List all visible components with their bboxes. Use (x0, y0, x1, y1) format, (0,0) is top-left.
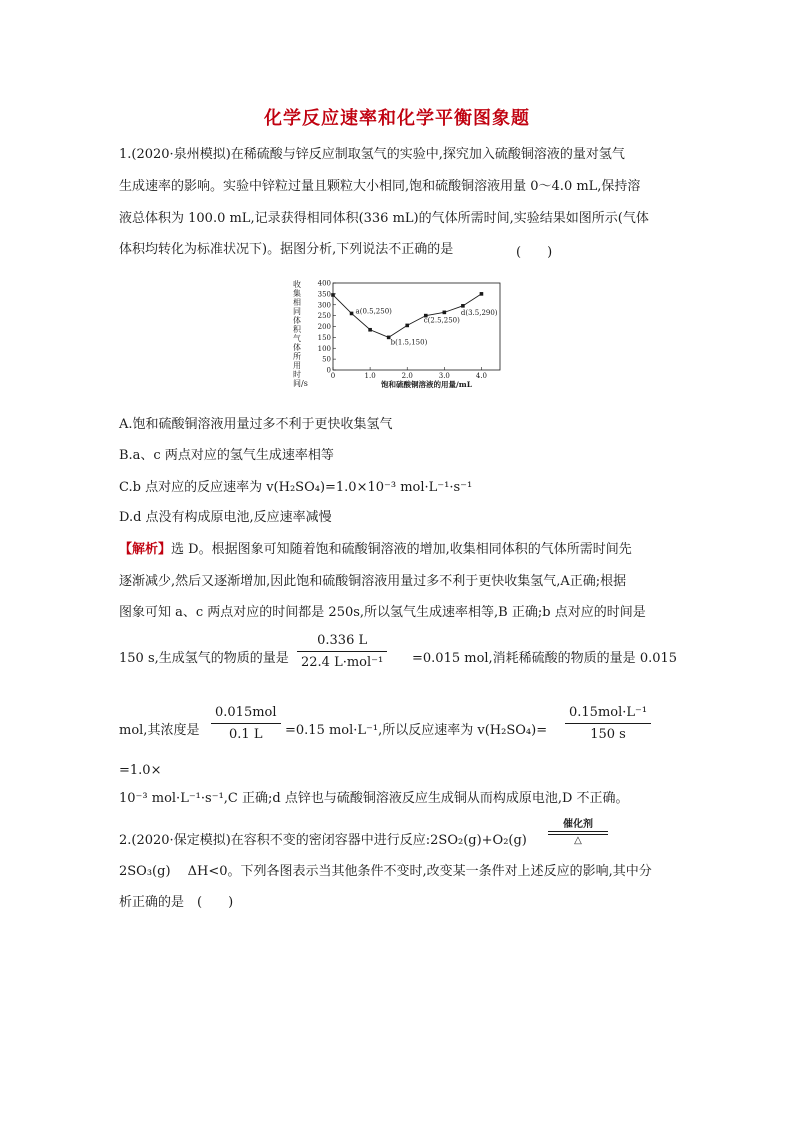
x-tick-label: 2.0 (401, 372, 413, 380)
point-annotation: b(1.5,150) (390, 338, 428, 347)
y-tick-label: 200 (317, 323, 331, 331)
fraction-rate (565, 705, 651, 742)
analysis-tag: 【解析】 (119, 542, 172, 557)
analysis-line-5a: mol,其浓度是 (119, 723, 200, 738)
analysis-line-1 (119, 541, 632, 559)
y-tick-label: 150 (317, 333, 331, 342)
analysis-text-1: 选 D。根据图象可知随着饱和硫酸铜溶液的增加,收集相同体积的气体所需时间先 (171, 542, 632, 557)
y-tick-label: 350 (317, 290, 331, 299)
q1-line-3: 液总体积为 100.0 mL,记录获得相同体积(336 mL)的气体所需时间,实验结果如图所示(气体 (119, 211, 649, 226)
fraction-concentration (211, 705, 281, 742)
x-tick-label: 1.0 (364, 372, 376, 380)
data-point (331, 293, 335, 297)
fraction-concentration-denominator: 0.1 L (211, 723, 281, 742)
x-tick-label: 4.0 (475, 372, 488, 380)
q2-line-3: 析正确的是 ( ) (119, 895, 234, 910)
q1-line-4: 体积均转化为标准状况下)。据图分析,下列说法不正确的是 (119, 242, 454, 257)
page-title: 化学反应速率和化学平衡图象题 (264, 108, 530, 129)
q1-option-c: C.b 点对应的反应速率为 v(H₂SO₄)=1.0×10⁻³ mol·L⁻¹·s⁻¹ (119, 480, 473, 495)
fraction-moles-h2-denominator: 22.4 L·mol⁻¹ (297, 651, 387, 670)
chart-x-label: 饱和硫酸铜溶液的用量/mL (381, 380, 472, 389)
catalyst-label: 催化剂 (563, 819, 593, 830)
point-annotation: c(2.5,250) (423, 316, 460, 325)
fraction-rate-numerator: 0.15mol·L⁻¹ (569, 705, 648, 720)
q1-line-1: 1.(2020·泉州模拟)在稀硫酸与锌反应制取氢气的实验中,探究加入硫酸铜溶液的量对氢气 (119, 147, 625, 162)
x-tick-label: 0 (330, 372, 336, 380)
q1-line-2: 生成速率的影响。实验中锌粒过量且颗粒大小相同,饱和硫酸铜溶液用量 0～4.0 mL,保持溶 (119, 179, 641, 194)
q1-option-d: D.d 点没有构成原电池,反应速率减慢 (119, 510, 332, 525)
point-annotation: d(3.5,290) (460, 308, 498, 317)
data-point (350, 312, 354, 316)
chart-y-label: 收集相同体积气体所用时间/s (293, 280, 308, 388)
point-annotation: a(0.5,250) (355, 307, 392, 316)
heat-symbol: △ (574, 835, 582, 846)
data-point (405, 324, 409, 328)
analysis-line-3: 图象可知 a、c 两点对应的时间都是 250s,所以氢气生成速率相等,B 正确;b 点对应的时间是 (119, 605, 646, 620)
analysis-line-7: 10⁻³ mol·L⁻¹·s⁻¹,C 正确;d 点锌也与硫酸铜溶液反应生成铜从而构成原电池,D 不正确。 (119, 791, 629, 806)
reaction-condition (548, 815, 608, 846)
analysis-line-6: =1.0× (119, 763, 162, 778)
q2-line-2: 2SO₃(g) ΔH<0。下列各图表示当其他条件不变时,改变某一条件对上述反应的影响,其中分 (119, 864, 652, 879)
y-tick-label: 250 (317, 312, 331, 321)
x-tick-label: 3.0 (438, 372, 450, 380)
fraction-moles-h2 (297, 633, 387, 670)
q1-option-b: B.a、c 两点对应的氢气生成速率相等 (119, 448, 334, 463)
data-point (368, 328, 372, 332)
y-tick-label: 400 (317, 279, 331, 288)
fraction-rate-denominator: 150 s (565, 723, 651, 742)
q1-answer-paren: ( ) (516, 245, 553, 260)
analysis-line-4a: 150 s,生成氢气的物质的量是 (119, 651, 289, 666)
time-vs-cuso4-chart (290, 275, 505, 395)
y-tick-label: 0 (326, 366, 331, 375)
q2-line-1: 2.(2020·保定模拟)在容积不变的密闭容器中进行反应:2SO₂(g)+O₂(g) (119, 833, 527, 848)
fraction-concentration-numerator: 0.015mol (215, 705, 277, 720)
y-tick-label: 100 (317, 344, 331, 353)
analysis-line-4b: =0.015 mol,消耗稀硫酸的物质的量是 0.015 (412, 651, 678, 666)
data-point (443, 311, 447, 315)
y-tick-label: 300 (317, 301, 331, 310)
equilibrium-bar-top (548, 831, 608, 832)
q1-option-a: A.饱和硫酸铜溶液用量过多不利于更快收集氢气 (119, 417, 393, 432)
series-line (333, 294, 481, 338)
analysis-line-2: 逐渐减少,然后又逐渐增加,因此饱和硫酸铜溶液用量过多不利于更快收集氢气,A正确;根据 (119, 574, 627, 589)
fraction-moles-h2-numerator: 0.336 L (317, 633, 368, 648)
data-point (461, 304, 465, 308)
chart-frame (333, 283, 500, 370)
y-tick-label: 50 (322, 355, 331, 364)
data-point (480, 292, 484, 296)
analysis-line-5b: =0.15 mol·L⁻¹,所以反应速率为 v(H₂SO₄)= (285, 723, 548, 738)
